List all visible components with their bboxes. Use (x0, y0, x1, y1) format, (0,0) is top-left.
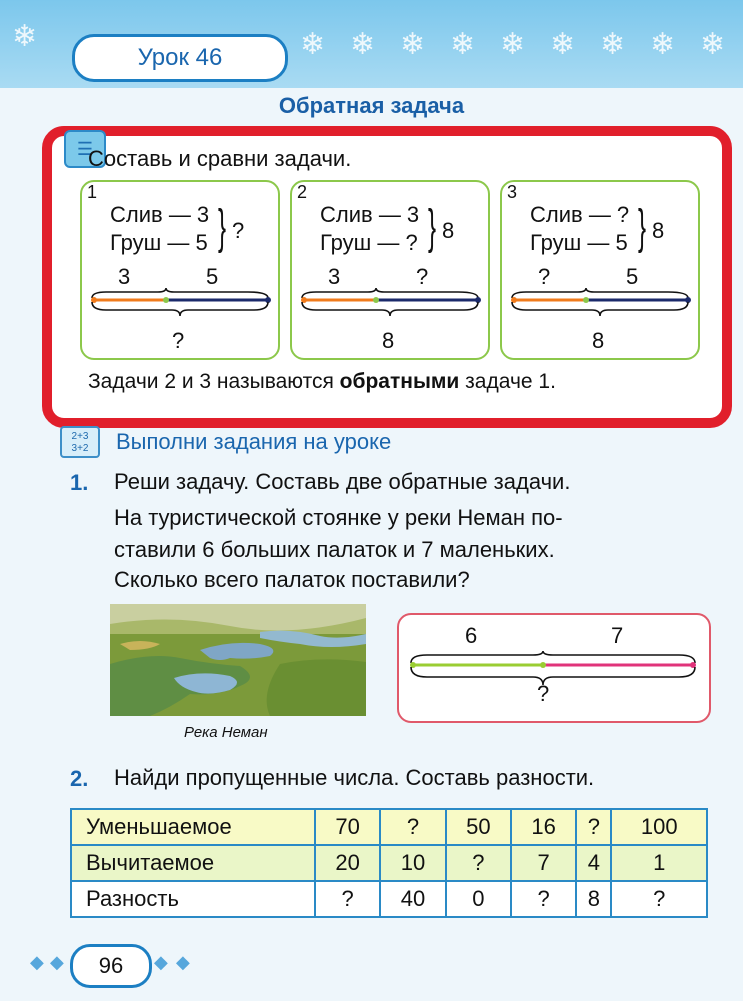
problem-line: Слив — 3 (110, 202, 210, 227)
page-number: 96 (70, 944, 152, 988)
segment-label: ? (538, 264, 551, 289)
table-cell: 100 (611, 809, 707, 845)
table-cell: 0 (446, 881, 511, 917)
task-number: 2. (70, 766, 89, 791)
segment-label: 3 (328, 264, 341, 289)
problem-card-3 (500, 180, 700, 360)
brace-icon: } (428, 201, 437, 254)
table-cell: 70 (315, 809, 380, 845)
page-title: Обратная задача (278, 93, 465, 118)
problem-number: 1 (87, 182, 98, 202)
row-header: Разность (71, 881, 315, 917)
photo-caption: Река Неман (184, 724, 268, 741)
row-header: Вычитаемое (71, 845, 315, 881)
table-cell: 10 (380, 845, 445, 881)
segment-label: 7 (611, 623, 624, 648)
task-number: 1. (70, 470, 89, 495)
snowflake-ornament-icon: ❄ (500, 28, 526, 61)
calculation-card-icon: 2+3 3+2 (60, 426, 100, 458)
problem-line: Слив — ? (530, 202, 630, 227)
problem-line: Груш — 5 (530, 230, 628, 255)
table-cell: ? (511, 881, 576, 917)
subtraction-table (70, 808, 708, 918)
segment-diagram (508, 288, 692, 324)
segment-label: 3 (118, 264, 131, 289)
table-cell: ? (380, 809, 445, 845)
segment-label: 6 (465, 623, 478, 648)
brace-icon: } (218, 201, 227, 254)
task2-text: Найди пропущенные числа. Составь разности. (114, 765, 595, 790)
table-cell: 20 (315, 845, 380, 881)
diamond-ornament-icon: ◆ (176, 952, 190, 972)
snowflake-ornament-icon: ❄ (12, 20, 38, 53)
problem-card-1 (80, 180, 280, 360)
table-row (71, 881, 707, 917)
table-cell: ? (315, 881, 380, 917)
problem-number: 3 (507, 182, 518, 202)
total-label: ? (172, 328, 185, 353)
inverse-note: Задачи 2 и 3 называются обратными задаче 1. (88, 370, 556, 393)
segment-diagram (88, 288, 272, 324)
task1-line: Сколько всего палаток поставили? (114, 567, 470, 592)
table-cell: 40 (380, 881, 445, 917)
snowflake-ornament-icon: ❄ (300, 28, 326, 61)
brace-value: ? (232, 218, 245, 243)
task1-line: Реши задачу. Составь две обратные задачи. (114, 469, 571, 494)
brace-value: 8 (652, 218, 665, 243)
neman-river-photo (110, 604, 366, 716)
table-cell: 16 (511, 809, 576, 845)
problem-line: Груш — ? (320, 230, 418, 255)
table-cell: ? (611, 881, 707, 917)
section-label: Выполни задания на уроке (116, 429, 392, 454)
table-cell: 4 (576, 845, 611, 881)
snowflake-ornament-icon: ❄ (550, 28, 576, 61)
snowflake-ornament-icon: ❄ (350, 28, 376, 61)
snowflake-ornament-icon: ❄ (600, 28, 626, 61)
segment-diagram (298, 288, 482, 324)
problem-line: Груш — 5 (110, 230, 208, 255)
problem-card-2 (290, 180, 490, 360)
total-label: 8 (382, 328, 395, 353)
segment-label: 5 (626, 264, 639, 289)
task1-scheme (397, 613, 711, 723)
diamond-ornament-icon: ◆ (154, 952, 168, 972)
problem-line: Слив — 3 (320, 202, 420, 227)
section-header (60, 424, 391, 460)
snowflake-ornament-icon: ❄ (650, 28, 676, 61)
row-header: Уменьшаемое (71, 809, 315, 845)
table-cell: 1 (611, 845, 707, 881)
intro-frame (42, 126, 732, 428)
table-cell: ? (576, 809, 611, 845)
table-row (71, 845, 707, 881)
task1-line: На туристической стоянке у реки Неман по- (114, 505, 563, 530)
task1-line: ставили 6 больших палаток и 7 маленьких. (114, 537, 555, 562)
segment-diagram (407, 651, 699, 691)
table-cell: ? (446, 845, 511, 881)
lesson-number: Урок 46 (72, 34, 288, 82)
open-book-icon: ☰ (64, 130, 106, 168)
table-cell: 7 (511, 845, 576, 881)
brace-icon: } (638, 201, 647, 254)
table-row (71, 809, 707, 845)
total-label: ? (537, 681, 550, 706)
segment-label: ? (416, 264, 429, 289)
inverse-term: обратными (339, 370, 460, 393)
segment-label: 5 (206, 264, 219, 289)
intro-instruction: Составь и сравни задачи. (88, 146, 352, 171)
snowflake-ornament-icon: ❄ (700, 28, 726, 61)
table-cell: 8 (576, 881, 611, 917)
table-cell: 50 (446, 809, 511, 845)
snowflake-ornament-icon: ❄ (400, 28, 426, 61)
snowflake-ornament-icon: ❄ (450, 28, 476, 61)
diamond-ornament-icon: ◆ (50, 952, 64, 972)
problem-number: 2 (297, 182, 308, 202)
total-label: 8 (592, 328, 605, 353)
diamond-ornament-icon: ◆ (30, 952, 44, 972)
brace-value: 8 (442, 218, 455, 243)
